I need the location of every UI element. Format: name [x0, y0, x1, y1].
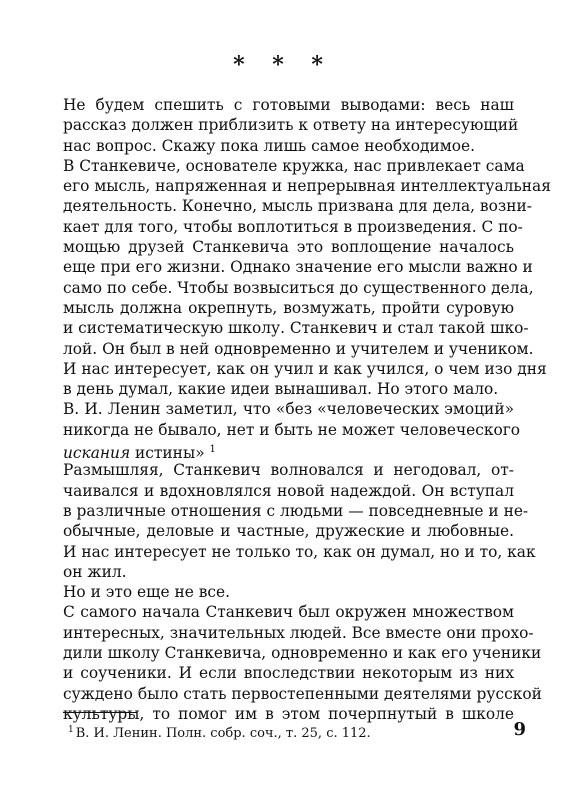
text-line: его мысль, напряженная и непрерывная интеллектуальная: [63, 177, 551, 196]
text-line: и систематическую школу. Станкевич и стал такой шко-: [63, 319, 529, 338]
text-line: суждено было стать первостепенными деятелями русской: [63, 684, 542, 703]
text-line: кает для того, чтобы воплотиться в произведения. С по-: [63, 217, 523, 236]
text-line: дили школу Станкевича, одновременно и как его ученики: [63, 644, 542, 663]
text-line: В. И. Ленин заметил, что «без «человеческих эмоций»: [63, 400, 514, 419]
text-line: культуры, то помог им в этом почерпнутый в школе: [63, 704, 514, 723]
text-line: Размышляя, Станкевич волновался и негодовал, от-: [63, 461, 514, 480]
footnote-marker: 1: [68, 725, 74, 735]
text-line: нас вопрос. Скажу пока лишь самое необходимое.: [63, 136, 476, 155]
text-line: рассказ должен приблизить к ответу на интересующий: [63, 116, 519, 135]
footnote-reference: 1: [209, 444, 216, 456]
page-number: 9: [513, 719, 526, 740]
text-line: деятельность. Конечно, мысль призвана для дела, возни-: [63, 197, 532, 216]
text-line: В Станкевиче, основателе кружка, нас привлекает сама: [63, 156, 525, 175]
footnote-rule: [63, 712, 137, 713]
text-line: Но и это еще не все.: [63, 583, 230, 602]
text-fragment: истины»: [130, 444, 205, 463]
section-separator: * * *: [233, 52, 333, 78]
text-line: в день думал, какие идеи вынашивал. Но этого мало.: [63, 380, 499, 399]
text-line: С самого начала Станкевич был окружен множеством: [63, 603, 514, 622]
text-line: в различные отношения с людьми — повседневные и не-: [63, 501, 529, 520]
text-line: и соученики. И если впоследствии некоторым из них: [63, 664, 514, 683]
text-line: Не будем спешить с готовыми выводами: весь наш: [63, 96, 514, 114]
text-line: обычные, деловые и частные, дружеские и любовные.: [63, 522, 514, 541]
text-line: интересных, значительных людей. Все вместе они прохо-: [63, 623, 534, 642]
text-line: И нас интересует, как он учил и как учился, о чем изо дня: [63, 359, 547, 378]
text-line: мощью друзей Станкевича это воплощение началось: [63, 238, 514, 257]
footnote: [68, 722, 468, 742]
text-line: он жил.: [63, 562, 127, 581]
text-line: И нас интересует не только то, как он думал, но и то, как: [63, 542, 536, 561]
text-line: еще при его жизни. Однако значение его мысли важно и: [63, 258, 533, 277]
italic-text: искания: [63, 444, 131, 463]
text-line: лой. Он был в ней одновременно и учителем и учеником.: [63, 339, 534, 358]
text-line: мысль должна окрепнуть, возмужать, пройти суровую: [63, 298, 514, 317]
footnote-text: В. И. Ленин. Полн. собр. соч., т. 25, с. 112.: [75, 726, 371, 741]
body-text: [63, 95, 551, 724]
text-line: никогда не бывало, нет и быть не может человеческого: [63, 420, 521, 439]
text-line: [63, 440, 514, 463]
text-line: чаивался и вдохновлялся новой надеждой. Он вступал: [63, 481, 514, 500]
text-line: само по себе. Чтобы возвыситься до существенного дела,: [63, 278, 534, 297]
